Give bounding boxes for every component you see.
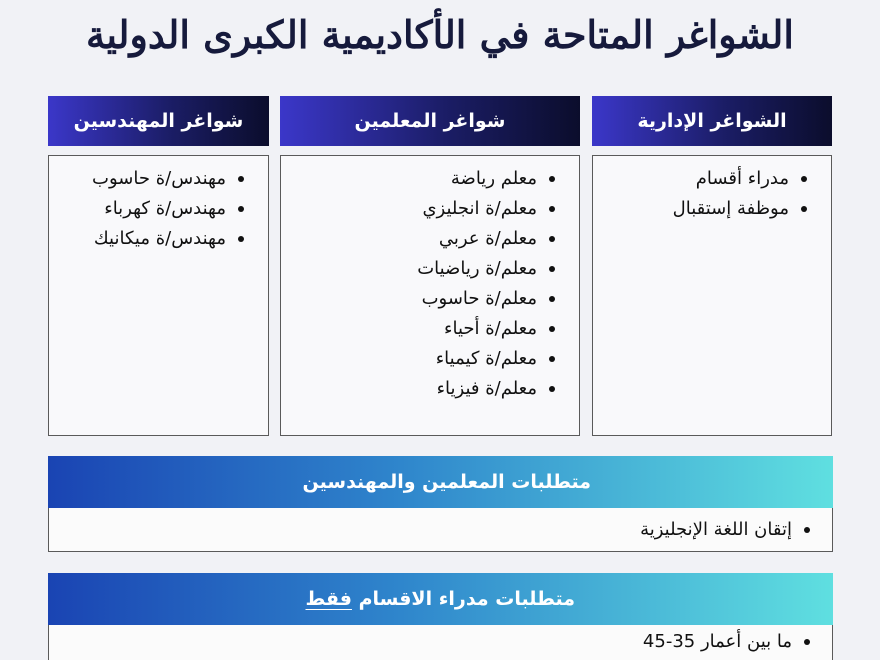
list-item: معلم رياضة <box>291 164 555 194</box>
bullet-icon <box>549 326 555 332</box>
list-item: معلم/ة حاسوب <box>291 284 555 314</box>
teachers-engineers-requirements-list <box>48 508 833 552</box>
engineer-vacancies-list <box>48 155 269 436</box>
bullet-icon <box>804 639 810 645</box>
list-item: مهندس/ة حاسوب <box>59 164 244 194</box>
only-emphasis: فقط <box>305 588 352 610</box>
list-item: مهندس/ة ميكانيك <box>59 224 244 254</box>
list-item: معلم/ة انجليزي <box>291 194 555 224</box>
bullet-icon <box>549 296 555 302</box>
list-item: معلم/ة أحياء <box>291 314 555 344</box>
bullet-icon <box>549 176 555 182</box>
page-title: الشواغر المتاحة في الأكاديمية الكبرى الدولية <box>86 12 794 57</box>
list-item: معلم/ة رياضيات <box>291 254 555 284</box>
department-managers-requirements-header: متطلبات مدراء الاقسام فقط <box>48 573 833 625</box>
bullet-icon <box>549 386 555 392</box>
bullet-icon <box>549 266 555 272</box>
admin-vacancies-list <box>592 155 832 436</box>
engineer-vacancies-header: شواغر المهندسين <box>48 96 269 146</box>
bullet-icon <box>238 206 244 212</box>
teachers-engineers-requirements-header: متطلبات المعلمين والمهندسين <box>48 456 833 508</box>
bullet-icon <box>238 236 244 242</box>
teacher-vacancies-list <box>280 155 580 436</box>
list-item: ما بين أعمار 35-45 <box>643 631 810 652</box>
bullet-icon <box>801 206 807 212</box>
list-item: مدراء أقسام <box>603 164 807 194</box>
list-item: معلم/ة عربي <box>291 224 555 254</box>
list-item: إتقان اللغة الإنجليزية <box>640 519 810 540</box>
list-item: موظفة إستقبال <box>603 194 807 224</box>
department-managers-requirements-list <box>48 625 833 660</box>
bullet-icon <box>804 527 810 533</box>
list-item: مهندس/ة كهرباء <box>59 194 244 224</box>
list-item: معلم/ة كيمياء <box>291 344 555 374</box>
admin-vacancies-header: الشواغر الإدارية <box>592 96 832 146</box>
bullet-icon <box>549 206 555 212</box>
bullet-icon <box>238 176 244 182</box>
list-item: معلم/ة فيزياء <box>291 374 555 404</box>
bullet-icon <box>801 176 807 182</box>
bullet-icon <box>549 356 555 362</box>
bullet-icon <box>549 236 555 242</box>
teacher-vacancies-header: شواغر المعلمين <box>280 96 580 146</box>
